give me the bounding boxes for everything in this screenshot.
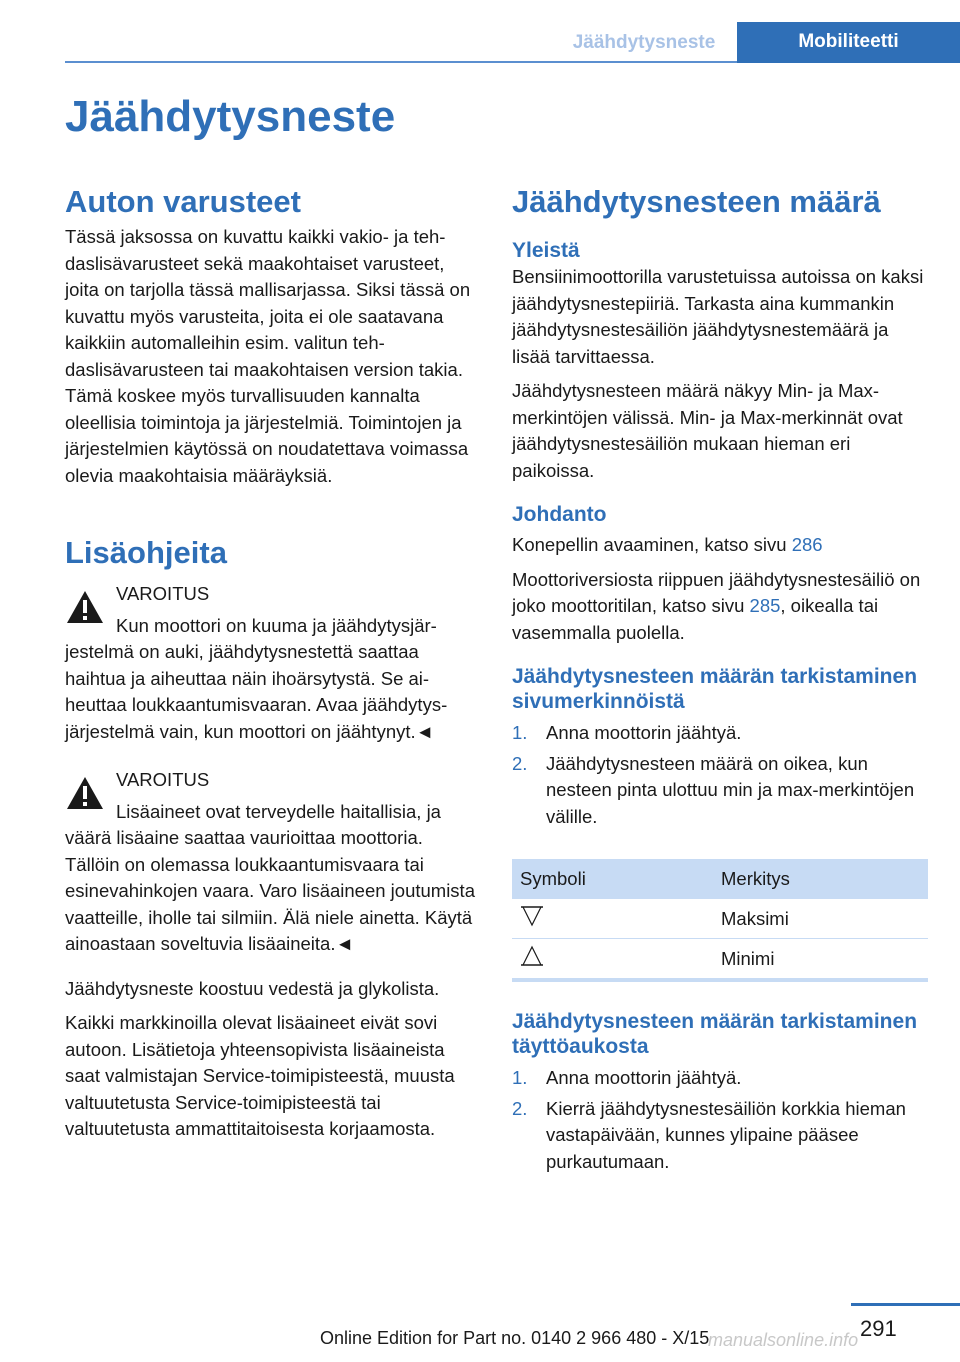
right-column <box>512 182 928 1175</box>
table-header-symbol: Symboli <box>512 859 713 899</box>
warning-1-text: Kun moottori on kuuma ja jäähdytysjärjestelmä on auki, jäähdytysnestettä saattaa haihtua ja aiheuttaa näin ihoärsytystä. Se aiheuttaa loukkaantumisvaaran. Avaa jäähdytysjärjestelmä vain, kun moottori on jäähtynyt.◄ <box>65 614 448 742</box>
check2-step-2 <box>512 1096 928 1176</box>
johdanto-p2-text-1: Moottoriversiosta riippuen jäähdytysnestesäiliö on joko moottoritilan, katso sivu <box>512 568 921 616</box>
max-mark-icon <box>520 905 544 927</box>
step-text: Anna moottorin jäähtyä. <box>546 722 742 743</box>
step-number: 2. <box>512 1097 528 1119</box>
tab-chapter: Mobiliteetti <box>737 22 960 63</box>
table-row <box>512 899 928 939</box>
warning-2 <box>65 767 480 958</box>
johdanto-paragraph-2 <box>512 567 928 647</box>
tab-section: Jäähdytysneste <box>572 32 716 53</box>
page-number-rule <box>851 1303 960 1306</box>
page-link-285[interactable]: 285 <box>749 595 781 616</box>
yleista-paragraph-1: Bensiinimoottorilla varustetuissa autoissa on kaksi jäähdytysnestepiiriä. Tarkasta aina kummankin jäähdytysnestesäiliön jäähdytysnestemäärä ja lisää tarvittaessa. <box>512 266 924 367</box>
table-cell-meaning: Maksimi <box>713 899 928 939</box>
subheading-check-side-marks: Jäähdytysnesteen määrän tarkistaminen sivumerkinnöistä <box>512 665 918 713</box>
step-text: Jäähdytysnesteen määrä on oikea, kun nesteen pinta ulottuu min ja max-merkintöjen välille. <box>546 752 915 827</box>
subheading-yleista: Yleistä <box>512 239 580 262</box>
table-row <box>512 939 928 981</box>
table-header-meaning: Merkitys <box>713 859 928 899</box>
step-number: 2. <box>512 752 528 774</box>
yleista-paragraph-2: Jäähdytysnesteen määrä näkyy Min- ja Max-merkintöjen välissä. Min- ja Max-merkinnät ovat jäähdytysnestesäiliön mukaan hieman eri paikoissa. <box>512 380 903 481</box>
watermark: manualsonline.info <box>708 1330 859 1350</box>
heading-auton-varusteet: Auton varusteet <box>65 184 301 219</box>
johdanto-p2-text-2: , oikealla tai vasemmalla puolella. <box>512 595 879 643</box>
check1-step-2 <box>512 751 928 831</box>
subheading-check-filler: Jäähdytysnesteen määrän tarkistaminen täyttöaukosta <box>512 1010 918 1058</box>
heading-lisaohjeita: Lisäohjeita <box>65 535 227 570</box>
check2-list <box>512 1065 928 1175</box>
step-text: Anna moottorin jäähtyä. <box>546 1067 742 1088</box>
page-number: 291 <box>860 1316 897 1341</box>
page-link-286[interactable]: 286 <box>791 534 823 555</box>
min-mark-cell <box>512 939 713 981</box>
paragraph-lisaaineet: Kaikki markkinoilla olevat lisäaineet eivät sovi autoon. Lisätietoja yhteensopivista lisäaineista saat valmistajan Service-toimipisteestä, muusta valtuutetusta Service-toimipisteestä tai valtuutetusta ammattitaitoisesta korjaamosta. <box>65 1012 455 1139</box>
paragraph-koostumus: Jäähdytysneste koostuu vedestä ja glykolista. <box>65 977 440 999</box>
johdanto-paragraph-1 <box>512 532 928 559</box>
step-number: 1. <box>512 1067 528 1088</box>
heading-maara: Jäähdytysnesteen määrä <box>512 184 881 219</box>
step-number: 1. <box>512 722 528 743</box>
symbol-table <box>512 859 928 982</box>
warning-1 <box>65 581 480 745</box>
warning-icon <box>65 589 105 625</box>
table-cell-meaning: Minimi <box>713 939 928 981</box>
johdanto-p1-text: Konepellin avaaminen, katso sivu <box>512 534 792 555</box>
warning-1-label: VAROITUS <box>116 583 210 604</box>
subheading-johdanto: Johdanto <box>512 503 607 526</box>
check1-list <box>512 720 928 830</box>
left-column <box>65 182 480 1143</box>
warning-icon <box>65 775 105 811</box>
min-mark-icon <box>520 945 544 967</box>
step-text: Kierrä jäähdytysnestesäiliön korkkia hieman vastapäivään, kunnes ylipaine pääsee purkautumaan. <box>546 1097 906 1172</box>
max-mark-cell <box>512 899 713 939</box>
check1-step-1 <box>512 720 928 747</box>
warning-2-label: VAROITUS <box>116 769 210 790</box>
edition-text: Online Edition for Part no. 0140 2 966 480 - X/15 <box>320 1328 710 1348</box>
check2-step-1 <box>512 1065 928 1092</box>
page-title: Jäähdytysneste <box>65 92 396 141</box>
paragraph-varusteet: Tässä jaksossa on kuvattu kaikki vakio- ja tehdaslisävarusteet sekä maakohtaiset varusteet, joita on tarjolla tässä mallisarjassa. Siksi tässä on kuvattu myös varusteita, joita ei ole saatavana kaikkiin automalleihin esim. valitun tehdaslisävarusteen tai maakohtaisen version takia. Tämä koskee myös turvallisuuden kannalta oleellisia toimintoja ja järjestelmiä. Toimintojen ja järjestelmien käytössä on noudatettava voimassa olevia maakohtaisia määräyksiä. <box>65 226 471 486</box>
warning-2-text: Lisäaineet ovat terveydelle haitallisia, ja väärä lisäaine saattaa vaurioittaa moottoria. Tällöin on olemassa loukkaantumisvaara tai esinevahinkojen vaara. Varo lisäaineen joutumista vaatteille, iholle tai silmiin. Älä niele ainetta. Käytä ainoastaan soveltuvia lisäaineita.◄ <box>65 800 475 954</box>
